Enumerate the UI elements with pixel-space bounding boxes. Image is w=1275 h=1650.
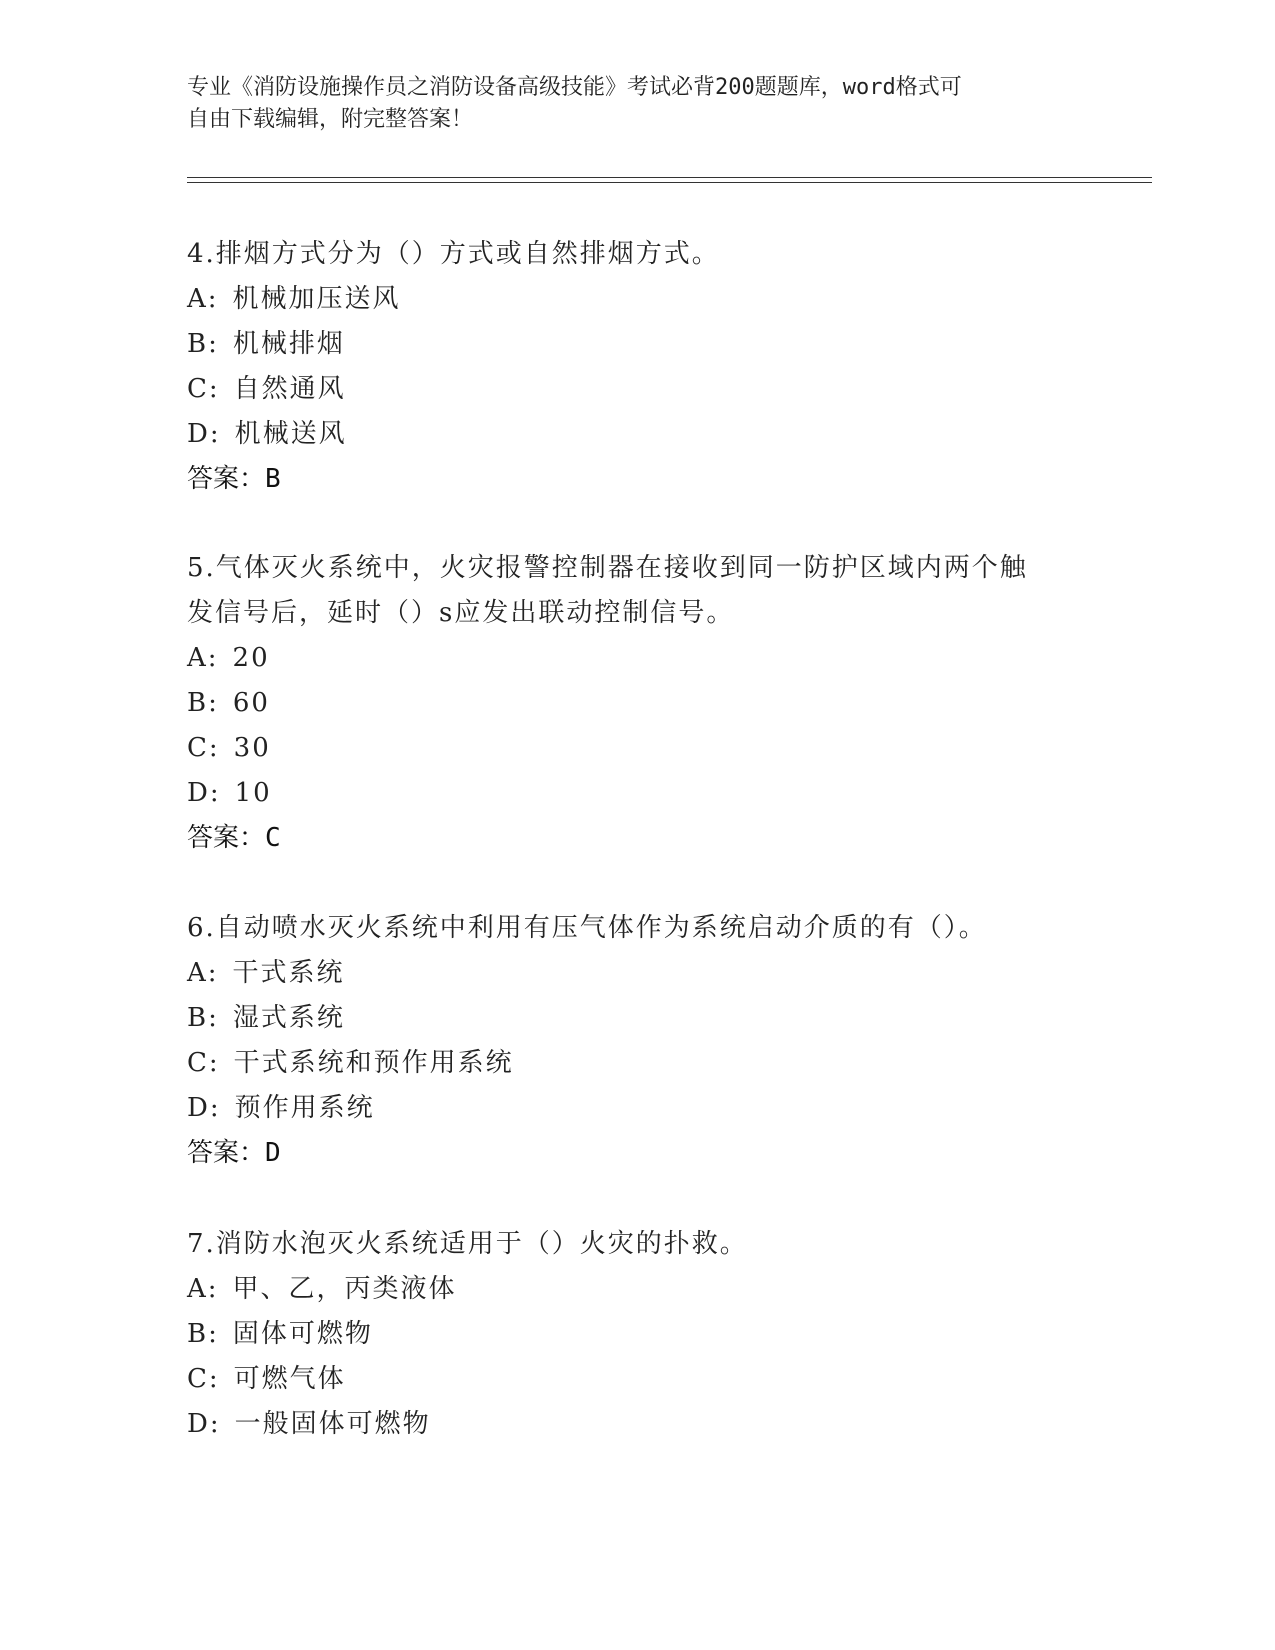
option-c bbox=[187, 367, 1067, 412]
option-b bbox=[187, 996, 1067, 1041]
option-text: 60 bbox=[232, 688, 270, 718]
option-text: 自然通风 bbox=[233, 374, 346, 404]
option-letter: B: bbox=[187, 1319, 219, 1349]
question-5 bbox=[187, 546, 1067, 861]
option-b bbox=[187, 322, 1067, 367]
option-text: 30 bbox=[233, 733, 271, 763]
question-stem: 7.消防水泡灭火系统适用于（）火灾的扑救。 bbox=[187, 1229, 748, 1259]
option-letter: C: bbox=[187, 374, 220, 404]
option-letter: D: bbox=[187, 419, 221, 449]
answer-label: 答案：B bbox=[187, 464, 281, 494]
answer-label: 答案：D bbox=[187, 1138, 281, 1168]
option-text: 20 bbox=[232, 643, 270, 673]
question-stem: 6.自动喷水灭火系统中利用有压气体作为系统启动介质的有（）。 bbox=[187, 913, 987, 943]
option-a bbox=[187, 277, 1067, 322]
question-stem-line-2: 发信号后，延时（）s应发出联动控制信号。 bbox=[187, 598, 735, 628]
header-divider-top bbox=[187, 177, 1152, 178]
question-4 bbox=[187, 232, 1067, 502]
header-line-1: 专业《消防设施操作员之消防设备高级技能》考试必背200题题库，word格式可 bbox=[187, 75, 962, 100]
option-letter: A: bbox=[187, 284, 219, 314]
option-text: 机械加压送风 bbox=[232, 284, 401, 314]
option-text: 预作用系统 bbox=[234, 1093, 375, 1123]
option-text: 机械送风 bbox=[234, 419, 347, 449]
option-letter: C: bbox=[187, 1364, 220, 1394]
option-letter: D: bbox=[187, 1409, 221, 1439]
option-text: 甲、乙，丙类液体 bbox=[232, 1274, 457, 1304]
option-letter: A: bbox=[187, 1274, 219, 1304]
option-text: 机械排烟 bbox=[232, 329, 345, 359]
option-text: 固体可燃物 bbox=[232, 1319, 373, 1349]
option-letter: B: bbox=[187, 688, 219, 718]
option-text: 10 bbox=[234, 778, 272, 808]
option-a bbox=[187, 636, 1067, 681]
option-letter: D: bbox=[187, 1093, 221, 1123]
option-c bbox=[187, 1357, 1067, 1402]
question-7 bbox=[187, 1222, 1067, 1447]
option-letter: B: bbox=[187, 1003, 219, 1033]
option-text: 干式系统和预作用系统 bbox=[233, 1048, 514, 1078]
option-text: 湿式系统 bbox=[232, 1003, 345, 1033]
question-6 bbox=[187, 906, 1067, 1176]
option-d bbox=[187, 771, 1067, 816]
option-letter: A: bbox=[187, 643, 219, 673]
option-b bbox=[187, 681, 1067, 726]
option-letter: C: bbox=[187, 733, 220, 763]
option-letter: A: bbox=[187, 958, 219, 988]
option-b bbox=[187, 1312, 1067, 1357]
question-stem-line-1: 5.气体灭火系统中，火灾报警控制器在接收到同一防护区域内两个触 bbox=[187, 553, 1028, 583]
answer-label: 答案：C bbox=[187, 823, 281, 853]
option-text: 一般固体可燃物 bbox=[234, 1409, 431, 1439]
header-divider-bottom bbox=[187, 182, 1152, 183]
option-letter: D: bbox=[187, 778, 221, 808]
document-header bbox=[187, 72, 1067, 136]
header-line-2: 自由下载编辑，附完整答案！ bbox=[187, 107, 474, 132]
option-d bbox=[187, 1086, 1067, 1131]
option-d bbox=[187, 1402, 1067, 1447]
option-a bbox=[187, 1267, 1067, 1312]
option-text: 干式系统 bbox=[232, 958, 345, 988]
option-letter: C: bbox=[187, 1048, 220, 1078]
option-text: 可燃气体 bbox=[233, 1364, 346, 1394]
option-c bbox=[187, 1041, 1067, 1086]
option-d bbox=[187, 412, 1067, 457]
option-a bbox=[187, 951, 1067, 996]
option-c bbox=[187, 726, 1067, 771]
option-letter: B: bbox=[187, 329, 219, 359]
question-stem: 4.排烟方式分为（）方式或自然排烟方式。 bbox=[187, 239, 720, 269]
